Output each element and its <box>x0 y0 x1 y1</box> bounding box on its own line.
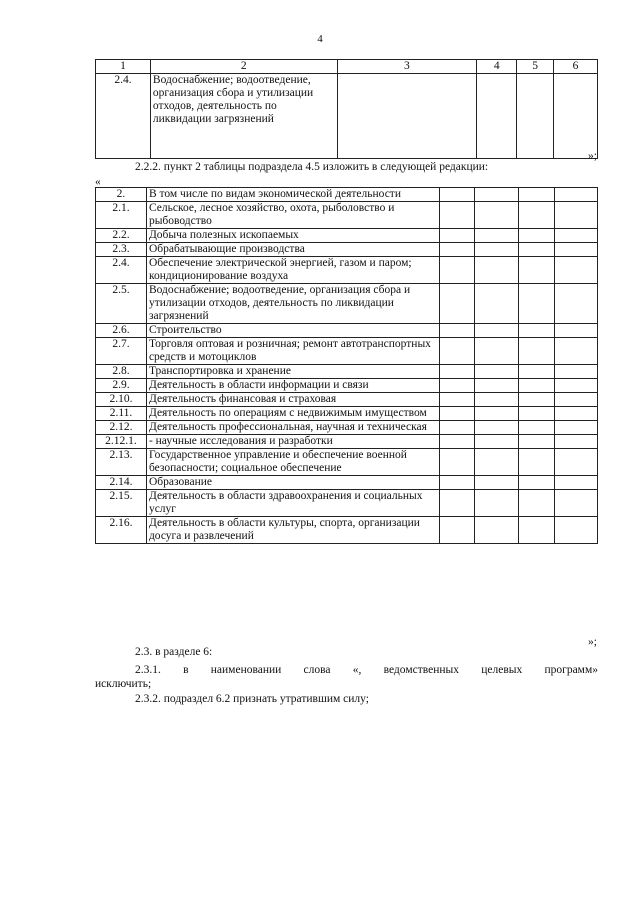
row-name: Транспортировка и хранение <box>146 365 439 379</box>
empty-cell <box>440 257 475 284</box>
table-row <box>96 243 598 257</box>
empty-cell <box>475 365 519 379</box>
empty-cell <box>475 393 519 407</box>
empty-cell <box>440 188 475 202</box>
table-row <box>96 74 598 159</box>
empty-cell <box>440 243 475 257</box>
column-header: 5 <box>517 60 554 74</box>
empty-cell <box>555 435 598 449</box>
empty-cell <box>555 365 598 379</box>
row-number: 2.1. <box>96 202 147 229</box>
row-name: Водоснабжение; водоотведение, организация сбора и утилизации отходов, деятельность по ликвидации загрязнений <box>150 74 337 159</box>
empty-cell <box>555 257 598 284</box>
row-number: 2.8. <box>96 365 147 379</box>
empty-cell <box>519 338 555 365</box>
table-row <box>96 324 598 338</box>
empty-cell <box>519 257 555 284</box>
row-name: Деятельность в области здравоохранения и социальных услуг <box>146 490 439 517</box>
table-row <box>96 421 598 435</box>
row-name: Обеспечение электрической энергией, газом и паром; кондиционирование воздуха <box>146 257 439 284</box>
empty-cell <box>555 476 598 490</box>
empty-cell <box>555 517 598 544</box>
empty-cell <box>519 379 555 393</box>
row-name: Водоснабжение; водоотведение, организация сбора и утилизации отходов, деятельность по ликвидации загрязнений <box>146 284 439 324</box>
empty-cell <box>519 449 555 476</box>
row-name: Торговля оптовая и розничная; ремонт автотранспортных средств и мотоциклов <box>146 338 439 365</box>
row-number: 2.14. <box>96 476 147 490</box>
row-name: Деятельность финансовая и страховая <box>146 393 439 407</box>
empty-cell <box>475 379 519 393</box>
table-row <box>96 435 598 449</box>
empty-cell <box>440 421 475 435</box>
empty-cell <box>475 202 519 229</box>
empty-cell <box>440 476 475 490</box>
empty-cell <box>555 421 598 435</box>
empty-cell <box>519 324 555 338</box>
row-number: 2. <box>96 188 147 202</box>
row-number: 2.5. <box>96 284 147 324</box>
empty-cell <box>440 338 475 365</box>
empty-cell <box>475 243 519 257</box>
row-name: Государственное управление и обеспечение военной безопасности; социальное обеспечение <box>146 449 439 476</box>
empty-cell <box>475 407 519 421</box>
empty-cell <box>555 202 598 229</box>
row-name: Обрабатывающие производства <box>146 243 439 257</box>
empty-cell <box>519 421 555 435</box>
empty-cell <box>475 257 519 284</box>
empty-cell <box>475 476 519 490</box>
empty-cell <box>475 188 519 202</box>
empty-cell <box>475 490 519 517</box>
empty-cell <box>440 435 475 449</box>
column-header: 4 <box>477 60 517 74</box>
row-name: Сельское, лесное хозяйство, охота, рыболовство и рыбоводство <box>146 202 439 229</box>
row-name: Строительство <box>146 324 439 338</box>
table-row <box>96 476 598 490</box>
empty-cell <box>440 229 475 243</box>
row-number: 2.2. <box>96 229 147 243</box>
empty-cell <box>519 407 555 421</box>
row-name: Деятельность в области информации и связи <box>146 379 439 393</box>
row-number: 2.6. <box>96 324 147 338</box>
table-row <box>96 257 598 284</box>
table-row <box>96 284 598 324</box>
empty-cell <box>555 324 598 338</box>
empty-cell <box>555 338 598 365</box>
empty-cell <box>519 202 555 229</box>
empty-cell <box>475 517 519 544</box>
empty-cell <box>440 449 475 476</box>
empty-cell <box>475 435 519 449</box>
empty-cell <box>555 393 598 407</box>
empty-cell <box>555 379 598 393</box>
table-row <box>96 338 598 365</box>
row-number: 2.10. <box>96 393 147 407</box>
row-number: 2.7. <box>96 338 147 365</box>
paragraph-2-2-2: 2.2.2. пункт 2 таблицы подраздела 4.5 изложить в следующей редакции: <box>135 161 489 173</box>
empty-cell <box>555 284 598 324</box>
economic-activity-table <box>95 187 598 544</box>
table-row <box>96 393 598 407</box>
table-row <box>96 407 598 421</box>
empty-cell <box>440 393 475 407</box>
column-header: 3 <box>337 60 477 74</box>
table-row <box>96 202 598 229</box>
paragraph-2-3: 2.3. в разделе 6: <box>135 646 213 658</box>
row-name: Добыча полезных ископаемых <box>146 229 439 243</box>
empty-cell <box>440 365 475 379</box>
empty-cell <box>519 435 555 449</box>
table-row <box>96 490 598 517</box>
row-number: 2.16. <box>96 517 147 544</box>
closing-quote: »; <box>588 636 597 648</box>
empty-cell <box>555 490 598 517</box>
row-name: - научные исследования и разработки <box>146 435 439 449</box>
empty-cell <box>519 490 555 517</box>
empty-cell <box>440 324 475 338</box>
empty-cell <box>555 407 598 421</box>
paragraph-2-3-1: 2.3.1. в наименовании слова «, ведомственных целевых программ» <box>135 664 598 676</box>
row-name: Образование <box>146 476 439 490</box>
empty-cell <box>517 74 554 159</box>
table-row <box>96 188 598 202</box>
empty-cell <box>475 284 519 324</box>
empty-cell <box>519 243 555 257</box>
row-number: 2.12.1. <box>96 435 147 449</box>
table-row <box>96 365 598 379</box>
continuation-table <box>95 59 598 159</box>
empty-cell <box>555 243 598 257</box>
column-header: 2 <box>150 60 337 74</box>
opening-quote: « <box>95 176 101 188</box>
empty-cell <box>475 338 519 365</box>
empty-cell <box>475 421 519 435</box>
empty-cell <box>555 188 598 202</box>
closing-quote: »; <box>588 150 597 162</box>
row-name: Деятельность по операциям с недвижимым имуществом <box>146 407 439 421</box>
row-number: 2.13. <box>96 449 147 476</box>
row-number: 2.12. <box>96 421 147 435</box>
page-number: 4 <box>317 33 323 45</box>
empty-cell <box>555 449 598 476</box>
row-number: 2.4. <box>96 257 147 284</box>
table-row <box>96 379 598 393</box>
empty-cell <box>475 229 519 243</box>
row-number: 2.9. <box>96 379 147 393</box>
empty-cell <box>519 393 555 407</box>
empty-cell <box>475 449 519 476</box>
empty-cell <box>477 74 517 159</box>
empty-cell <box>555 229 598 243</box>
empty-cell <box>519 284 555 324</box>
empty-cell <box>554 74 598 159</box>
empty-cell <box>519 229 555 243</box>
row-name: Деятельность в области культуры, спорта, организации досуга и развлечений <box>146 517 439 544</box>
row-number: 2.4. <box>96 74 151 159</box>
row-name: В том числе по видам экономической деятельности <box>146 188 439 202</box>
paragraph-2-3-1-continued: исключить; <box>95 678 152 690</box>
empty-cell <box>475 324 519 338</box>
empty-cell <box>440 284 475 324</box>
empty-cell <box>519 476 555 490</box>
column-header: 6 <box>554 60 598 74</box>
column-header: 1 <box>96 60 151 74</box>
row-name: Деятельность профессиональная, научная и техническая <box>146 421 439 435</box>
row-number: 2.3. <box>96 243 147 257</box>
row-number: 2.11. <box>96 407 147 421</box>
empty-cell <box>519 365 555 379</box>
paragraph-2-3-2: 2.3.2. подраздел 6.2 признать утратившим силу; <box>135 693 369 705</box>
empty-cell <box>440 407 475 421</box>
empty-cell <box>519 517 555 544</box>
empty-cell <box>440 517 475 544</box>
table-row <box>96 517 598 544</box>
table-row <box>96 449 598 476</box>
empty-cell <box>337 74 477 159</box>
empty-cell <box>440 202 475 229</box>
row-number: 2.15. <box>96 490 147 517</box>
table-row <box>96 229 598 243</box>
empty-cell <box>519 188 555 202</box>
empty-cell <box>440 379 475 393</box>
table-header-row <box>96 60 598 74</box>
empty-cell <box>440 490 475 517</box>
